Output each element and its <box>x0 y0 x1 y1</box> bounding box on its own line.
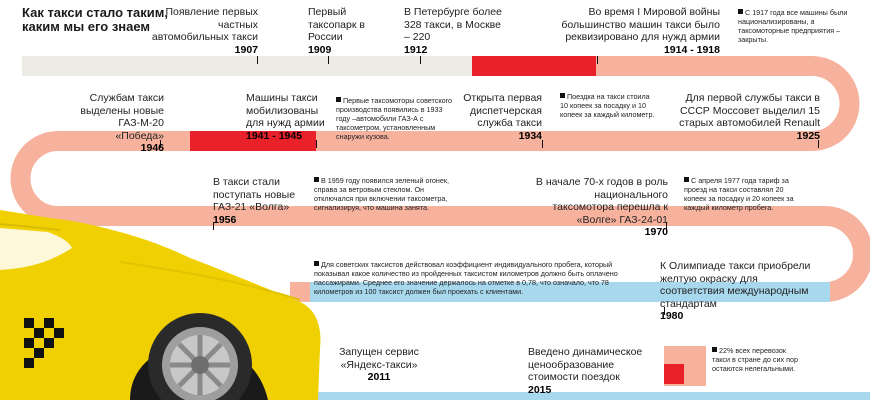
event-1912-text: В Петербурге более 328 такси, в Москве – 220 <box>404 6 502 43</box>
event-1914-year: 1914 - 1918 <box>663 43 720 56</box>
event-1934-text: Открыта первая диспетчерская служба такси <box>463 92 542 129</box>
note-1977: С апреля 1977 года тариф за проезд на такси составлял 20 копеек за посадку и 20 копеек за каждый километр пробега. <box>684 176 794 212</box>
event-1946 <box>70 92 164 155</box>
note-1959: В 1959 году появился зеленый огонек, справа за ветровым стеклом. Он отключался при включении таксометра, сигнализируя, что машина занята. <box>314 176 450 212</box>
tick-1934 <box>542 140 543 148</box>
timeline-track-start <box>22 56 472 76</box>
legend-illegal-share: 22% всех перевозок такси в стране до сих пор остаются нелегальными. <box>712 346 798 373</box>
event-1970-text: В начале 70-х годов в роль национального таксомотора перешла к «Волге» ГАЗ-24-01 <box>535 176 668 226</box>
bullet-square-icon <box>314 261 319 266</box>
bullet-square-icon <box>336 97 341 102</box>
event-1934-year: 1934 <box>518 129 542 142</box>
event-1946-text: Службам такси выделены новые ГАЗ-М-20 «Победа» <box>80 92 164 142</box>
event-2011-year: 2011 <box>367 371 391 383</box>
event-1907-year: 1907 <box>234 43 258 56</box>
note-coefficient: Для советских таксистов действовал коэффициент индивидуального пробега, который показывал какое количество из пройденных таксистом километров должно быть оплачено пассажирами. Среднее его значение держалось на отметке в 0,78, что означало, что 78 километров из 100 таксист должен был проехать с клиентами. <box>314 260 618 296</box>
event-1912 <box>404 6 504 56</box>
tick-1907 <box>257 56 258 64</box>
event-2015-text: Введено динамическое ценообразование стоимости поездок <box>528 346 643 383</box>
event-1909-text: Первый таксопарк в России <box>308 6 365 43</box>
event-1909 <box>308 6 388 56</box>
page-title: Как такси стало таким, каким мы его знаем <box>22 5 168 34</box>
event-1956-text: В такси стали поступать новые ГАЗ-21 «Волга» <box>213 176 296 213</box>
event-1912-year: 1912 <box>404 43 428 56</box>
bullet-square-icon <box>560 93 565 98</box>
event-2011-text: Запущен сервис «Яндекс-такси» <box>339 346 419 371</box>
event-2015 <box>528 346 644 396</box>
event-1934 <box>440 92 542 142</box>
event-2015-year: 2015 <box>528 383 552 396</box>
legend-box-illegal <box>664 364 684 384</box>
event-1970 <box>530 176 668 239</box>
bullet-square-icon <box>314 177 319 182</box>
event-1941 <box>246 92 326 142</box>
event-1907 <box>150 6 258 56</box>
event-1909-year: 1909 <box>308 43 332 56</box>
event-1941-year: 1941 - 1945 <box>246 129 303 142</box>
event-1914-text: Во время I Мировой войны большинство машин такси было реквизировано для нужд армии <box>561 6 720 43</box>
tick-1914 <box>597 56 598 64</box>
note-1917: С 1917 года все машины были национализированы, а таксомоторные предприятия – закрыты. <box>738 8 848 44</box>
event-1925-text: Для первой службы такси в СССР Моссовет выделил 15 старых автомобилей Renault <box>679 92 820 129</box>
tick-1912 <box>420 56 421 64</box>
note-1933: Первые таксомоторы советского производства появились в 1933 году –автомобили ГАЗ-А с таксометром, установленным снаружи кузова. <box>336 96 453 141</box>
tick-1909 <box>328 56 329 64</box>
event-1980-year: 1980 <box>660 310 684 322</box>
note-price-1930s: Поездка на такси стоила 10 копеек за посадку и 10 копеек за каждый километр. <box>560 92 655 119</box>
event-1914 <box>524 6 720 56</box>
event-1941-text: Машины такси мобилизованы для нужд армии <box>246 92 325 129</box>
bullet-square-icon <box>712 347 717 352</box>
event-1980 <box>660 260 816 323</box>
event-1925 <box>654 92 820 142</box>
event-2011 <box>336 346 422 384</box>
bullet-square-icon <box>684 177 689 182</box>
event-1956-year: 1956 <box>213 213 237 226</box>
event-1980-text: К Олимпиаде такси приобрели желтую окраску для соответствия международным стандартам <box>660 260 811 310</box>
event-1970-year: 1970 <box>644 226 668 238</box>
bullet-square-icon <box>738 9 743 14</box>
taxi-car-illustration <box>0 210 320 400</box>
event-1956 <box>213 176 303 226</box>
war-period-1914 <box>472 56 596 76</box>
event-1925-year: 1925 <box>796 129 820 142</box>
event-1907-text: Появление первых частных автомобильных такси <box>151 6 258 43</box>
event-1946-year: 1946 <box>140 142 164 154</box>
